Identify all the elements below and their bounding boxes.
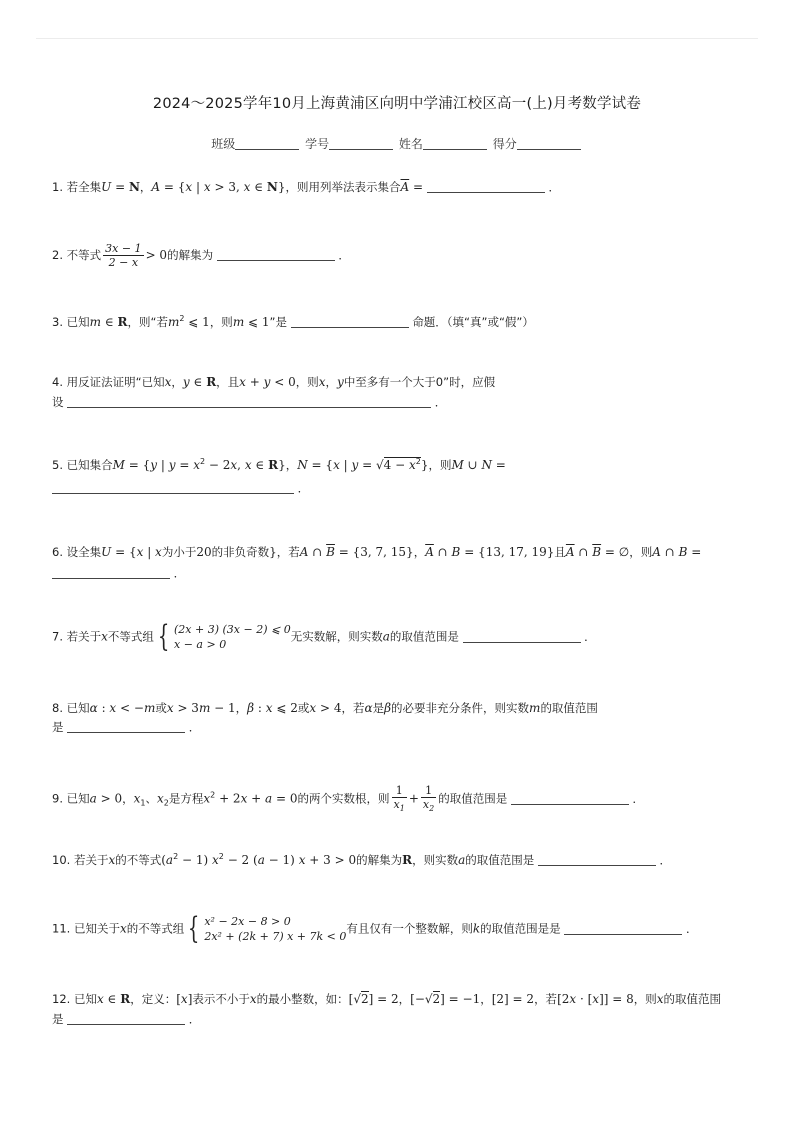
answer-blank-12[interactable] [67, 1013, 185, 1025]
question-3: 3. 已知m ∈ R，则“若$m^2$ ⩽ 1，则m ⩽ 1”是 命题．（填“真”或“假”） [52, 314, 534, 329]
answer-blank-11[interactable] [564, 923, 682, 935]
class-field[interactable]: 班级 [211, 135, 301, 152]
question-9: 9. 已知a > 0，$x_1$、$x_2$是方程$x^2 + 2x + a = 0$的两个实数根，则 $\frac{1}{x_1}$ + $\frac{1}{x_2}$ 的取值范围是 ． [52, 784, 645, 813]
answer-blank-5[interactable] [52, 482, 294, 494]
question-11: 11. 已知关于x的不等式组 { x² − 2x − 8 > 0 2x² + (2k + 7) x + 7k < 0 有且仅有一个整数解，则k的取值范围是是 ． [52, 911, 698, 946]
question-5: 5. 已知集合M = {y | $y = x^2 - 2x$, x ∈ R}，N = {x | $y = √4 - x^2$}，则M ∪ N = [52, 457, 506, 472]
student-id-field[interactable]: 学号 [305, 135, 395, 152]
question-10: 10. 若关于x的不等式$(a^2 - 1) x^2 - 2$ (a − 1) x + 3 > 0的解集为R，则实数a的取值范围是 ． [52, 852, 672, 867]
student-info-row [0, 135, 794, 152]
answer-blank-9[interactable] [511, 793, 629, 805]
question-12: 12. 已知x ∈ R，定义：[x]表示不小于x的最小整数，如：[√2] = 2，[−√2] = −1，[2] = 2，若[2x · [x]] = 8，则x的取值范围 [52, 992, 722, 1006]
answer-blank-3[interactable] [291, 316, 409, 328]
answer-blank-4[interactable] [67, 396, 431, 408]
question-12-line2: 是 ． [52, 1012, 201, 1026]
question-5-line2: ． [52, 482, 309, 495]
question-8: 8. 已知α : x < −m或x > 3m − 1，β : x ⩽ 2或x > 4，若α是β的必要非充分条件，则实数m的取值范围 [52, 701, 598, 715]
question-1: 1. 若全集U = N，A = {x | x > 3, x ∈ N}，则用列举法表示集合$\overline{A}$ = ． [52, 180, 561, 194]
question-6-line2: ． [52, 567, 185, 580]
answer-blank-10[interactable] [538, 854, 656, 866]
answer-blank-1[interactable] [427, 181, 545, 193]
question-8-line2: 是 ． [52, 720, 201, 734]
question-7: 7. 若关于x不等式组 { (2x + 3) (3x − 2) ⩽ 0 x − a > 0 无实数解，则实数a的取值范围是 ． [52, 619, 596, 654]
question-4: 4. 用反证法证明“已知x，y ∈ R，且x + y < 0，则x，y中至多有一个大于0”时，应假 [52, 375, 496, 389]
name-field[interactable]: 姓名 [399, 135, 489, 152]
page-title: 2024～2025学年10月上海黄浦区向明中学浦江校区高一(上)月考数学试卷 [152, 96, 642, 112]
answer-blank-6[interactable] [52, 567, 170, 579]
answer-blank-8[interactable] [67, 721, 185, 733]
question-2: 2. 不等式 $\frac{3x - 1}{2 - x}$ > 0的解集为 ． [52, 242, 350, 269]
score-field[interactable]: 得分 [493, 135, 583, 152]
answer-blank-2[interactable] [217, 249, 335, 261]
question-4-line2: 设 ． [52, 395, 447, 409]
top-divider [36, 38, 758, 39]
question-6: 6. 设全集U = {x | x为小于20的非负奇数}，若A ∩ $\overline{B} = \{3$, 7, 15}，$\overline{A}$ ∩ B = {13, 17, 19}且$\overline{A}$ ∩ $\overline{B}$ = ∅，则A ∩ B = [52, 545, 702, 559]
answer-blank-7[interactable] [463, 631, 581, 643]
